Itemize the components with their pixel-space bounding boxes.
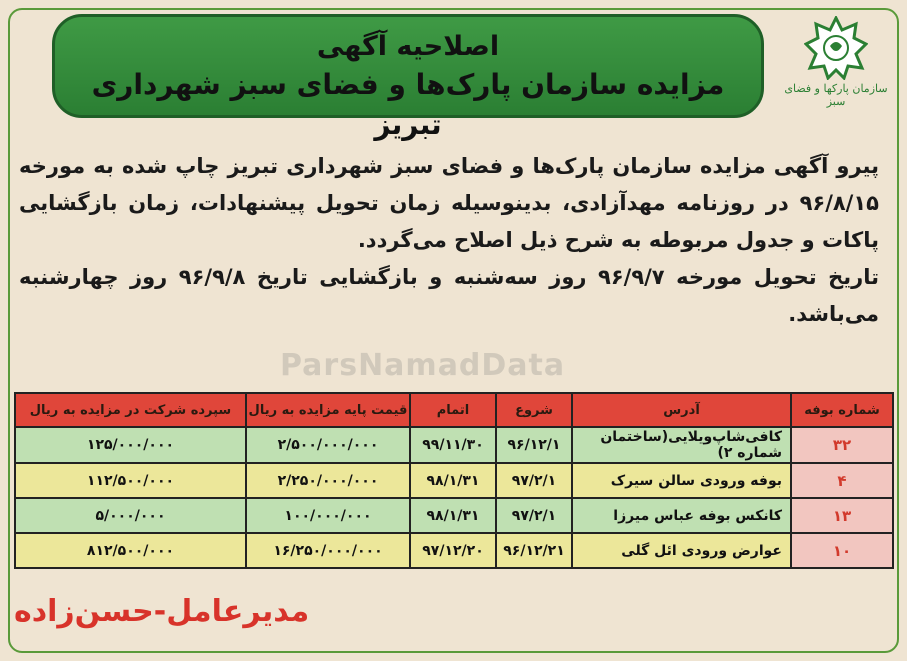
notice-paragraph-1: پیرو آگهی مزایده سازمان پارک‌ها و فضای سبز شهرداری تبریز چاپ شده به مورخه ۹۶/۸/۱۵ در روزنامه مهدآزادی، بدینوسیله زمان تحویل پیشنهادات، زمان بازگشایی پاکات و جدول مربوطه به شرح ذیل اصلاح می‌گردد. [19,154,879,252]
table-row [15,533,893,568]
table-row [15,463,893,498]
header-subtitle: مزایده سازمان پارک‌ها و فضای سبز شهرداری تبریز [91,68,725,141]
table-row [15,427,893,463]
header-title: اصلاحیه آگهی [316,31,500,62]
signature: مدیرعامل-حسن‌زاده [14,594,310,629]
cell-address: کافی‌شاپ‌ویلایی(ساختمان شماره ۲) [572,427,791,463]
table-row [15,498,893,533]
cell-address: کانکس بوفه عباس میرزا [572,498,791,533]
logo [774,14,898,124]
cell-end: ۹۸/۱/۳۱ [410,498,496,533]
col-header-base-price: قیمت پایه مزایده به ریال [246,393,410,427]
cell-deposit: ۱۱۲/۵۰۰/۰۰۰ [15,463,246,498]
cell-base-price: ۲/۲۵۰/۰۰۰/۰۰۰ [246,463,410,498]
logo-caption: سازمان پارکها و فضای سبز [784,82,888,108]
park-logo-icon [804,16,868,80]
cell-deposit: ۱۲۵/۰۰۰/۰۰۰ [15,427,246,463]
cell-deposit: ۵/۰۰۰/۰۰۰ [15,498,246,533]
cell-start: ۹۶/۱۲/۱ [496,427,572,463]
cell-number: ۱۰ [791,533,893,568]
cell-start: ۹۷/۲/۱ [496,498,572,533]
cell-end: ۹۷/۱۲/۲۰ [410,533,496,568]
watermark-text: ParsNamadData [280,348,566,383]
cell-address: بوفه ورودی سالن سیرک [572,463,791,498]
table-header-row [15,393,893,427]
cell-number: ۴ [791,463,893,498]
notice-body [19,148,879,333]
cell-base-price: ۱۰۰/۰۰۰/۰۰۰ [246,498,410,533]
col-header-address: آدرس [572,393,791,427]
cell-start: ۹۷/۲/۱ [496,463,572,498]
notice-paragraph-2: تاریخ تحویل مورخه ۹۶/۹/۷ روز سه‌شنبه و بازگشایی تاریخ ۹۶/۹/۸ روز چهارشنبه می‌باشد. [19,265,879,326]
auction-table [14,392,894,569]
col-header-start: شروع [496,393,572,427]
cell-base-price: ۲/۵۰۰/۰۰۰/۰۰۰ [246,427,410,463]
cell-deposit: ۸۱۲/۵۰۰/۰۰۰ [15,533,246,568]
col-header-number: شماره بوفه [791,393,893,427]
cell-number: ۱۳ [791,498,893,533]
cell-base-price: ۱۶/۲۵۰/۰۰۰/۰۰۰ [246,533,410,568]
col-header-deposit: سپرده شرکت در مزایده به ریال [15,393,246,427]
cell-end: ۹۸/۱/۳۱ [410,463,496,498]
header-banner [52,14,764,141]
cell-address: عوارض ورودی ائل گلی [572,533,791,568]
col-header-end: اتمام [410,393,496,427]
cell-number: ۳۲ [791,427,893,463]
cell-end: ۹۹/۱۱/۳۰ [410,427,496,463]
cell-start: ۹۶/۱۲/۲۱ [496,533,572,568]
